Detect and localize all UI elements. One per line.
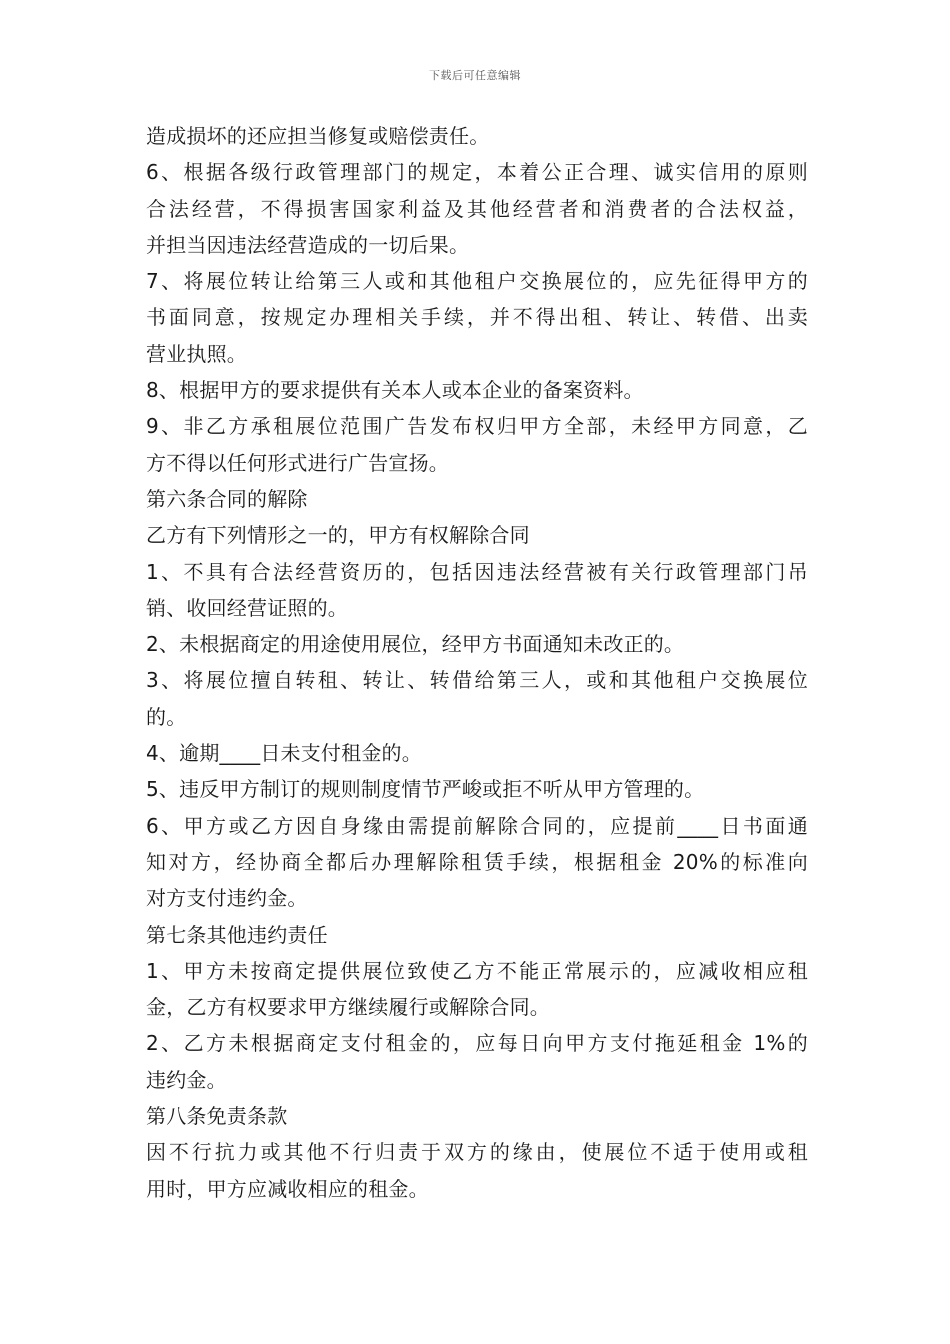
section-heading: 第七条其他违约责任 <box>146 922 328 947</box>
text-line: 3、将展位擅自转租、转让、转借给第三人，或和其他租户交换展位 <box>146 668 808 693</box>
header-note: 下载后可任意编辑 <box>429 69 521 82</box>
text-line: 金，乙方有权要求甲方继续履行或解除合同。 <box>146 995 550 1020</box>
text-line: 用时，甲方应减收相应的租金。 <box>146 1176 429 1201</box>
text-line: 违约金。 <box>146 1067 227 1092</box>
text-line: 8、根据甲方的要求提供有关本人或本企业的备案资料。 <box>146 378 644 403</box>
contract-body <box>146 118 808 1207</box>
text-line: 乙方有下列情形之一的，甲方有权解除合同 <box>146 523 530 548</box>
text-line: 6、甲方或乙方因自身缘由需提前解除合同的，应提前____日书面通 <box>146 813 808 838</box>
text-line: 的。 <box>146 704 187 729</box>
text-line: 合法经营，不得损害国家利益及其他经营者和消费者的合法权益， <box>146 196 808 221</box>
text-line: 1、甲方未按商定提供展位致使乙方不能正常展示的，应减收相应租 <box>146 958 808 983</box>
text-line: 对方支付违约金。 <box>146 886 308 911</box>
text-line: 2、未根据商定的用途使用展位，经甲方书面通知未改正的。 <box>146 632 685 657</box>
section-heading: 第八条免责条款 <box>146 1104 288 1129</box>
text-line: 4、逾期____日未支付租金的。 <box>146 741 422 766</box>
text-line: 2、乙方未根据商定支付租金的，应每日向甲方支付拖延租金 1%的 <box>146 1031 808 1056</box>
text-line: 因不行抗力或其他不行归责于双方的缘由，使展位不适于使用或租 <box>146 1140 808 1165</box>
text-line: 9、非乙方承租展位范围广告发布权归甲方全部，未经甲方同意，乙 <box>146 414 808 439</box>
text-line: 知对方，经协商全都后办理解除租赁手续，根据租金 20%的标准向 <box>146 849 808 874</box>
text-line: 方不得以任何形式进行广告宣扬。 <box>146 450 449 475</box>
text-line: 书面同意，按规定办理相关手续，并不得出租、转让、转借、出卖 <box>146 305 808 330</box>
text-line: 并担当因违法经营造成的一切后果。 <box>146 232 470 257</box>
text-line: 1、不具有合法经营资历的，包括因违法经营被有关行政管理部门吊 <box>146 559 808 584</box>
text-line: 造成损坏的还应担当修复或赔偿责任。 <box>146 124 490 148</box>
text-line: 营业执照。 <box>146 341 247 366</box>
text-line: 7、将展位转让给第三人或和其他租户交换展位的，应先征得甲方的 <box>146 269 808 294</box>
section-heading: 第六条合同的解除 <box>146 486 308 511</box>
text-line: 6、根据各级行政管理部门的规定，本着公正合理、诚实信用的原则 <box>146 160 808 185</box>
text-line: 销、收回经营证照的。 <box>146 595 348 620</box>
text-line: 5、违反甲方制订的规则制度情节严峻或拒不听从甲方管理的。 <box>146 777 705 802</box>
